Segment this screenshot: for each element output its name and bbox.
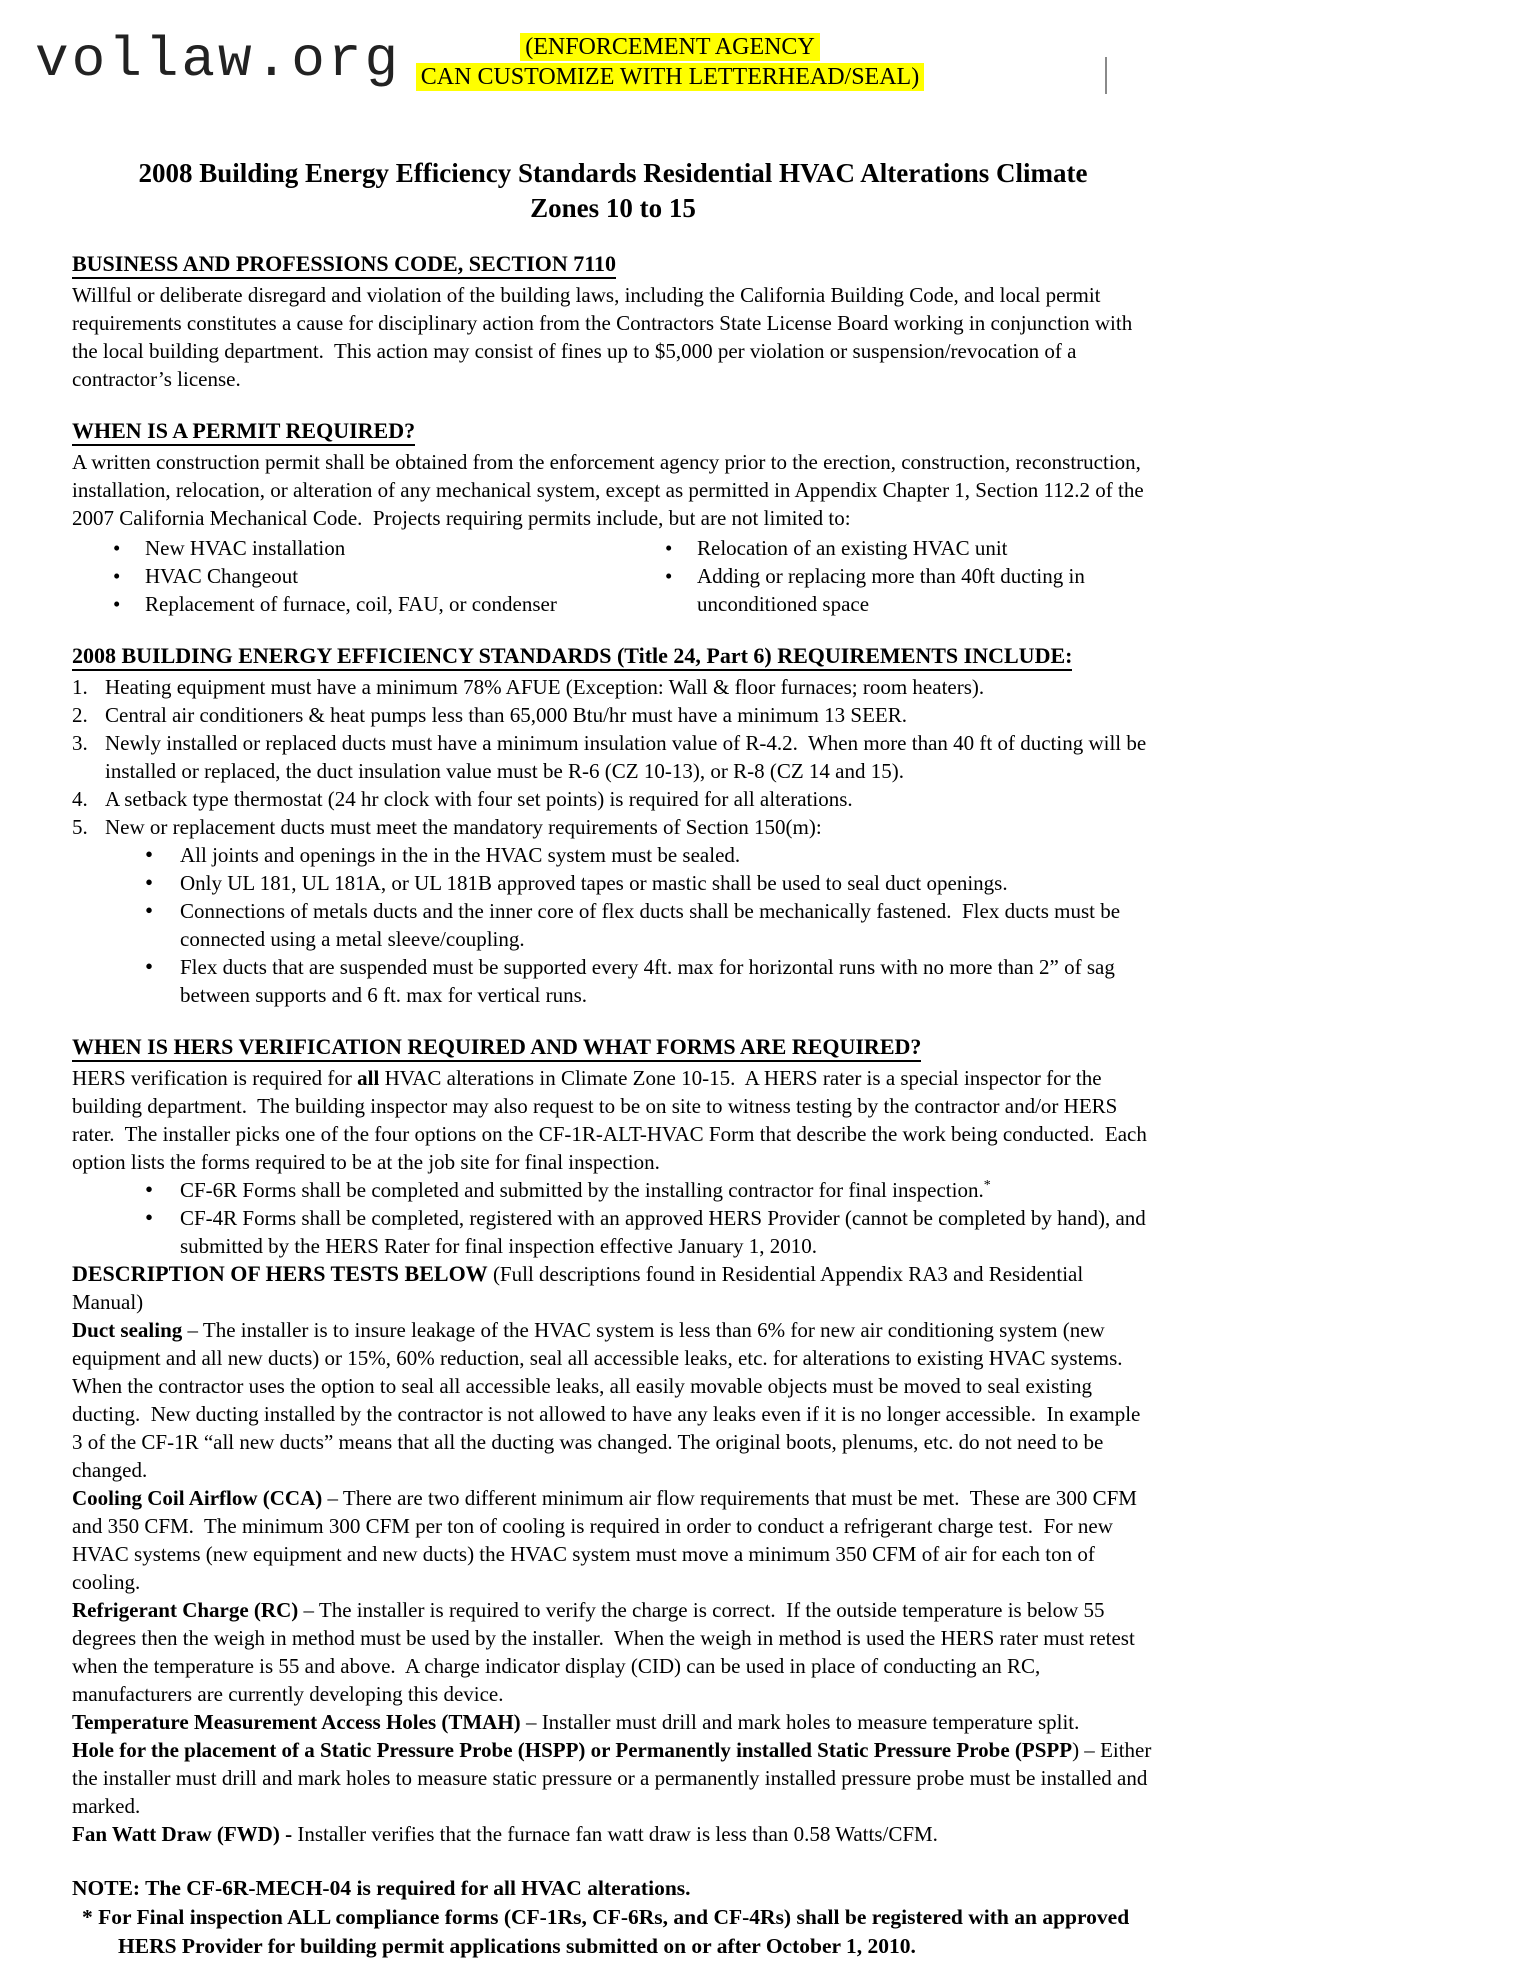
- test-duct-sealing: Duct sealing – The installer is to insure leakage of the HVAC system is less than 6% for new air conditioning system (new equipment and all new ducts) or 15%, 60% reduction, seal all accessible leaks, etc. for alterations to existing HVAC systems. When the contractor uses the option to seal all accessible leaks, all easily movable objects must be moved to seal existing ducting. New ducting installed by the contractor is not allowed to have any leaks even if it is no longer accessible. In example 3 of the CF-1R “all new ducts” means that all the ducting was changed. The original boots, plenums, etc. do not need to be changed.: [72, 1318, 1146, 1482]
- list-item: • Connections of metals ducts and the inner core of flex ducts shall be mechanically fastened. Flex ducts must be connected using a metal sleeve/coupling.: [72, 897, 1154, 953]
- page-title-line1: 2008 Building Energy Efficiency Standards Residential HVAC Alterations Climate: [138, 158, 1088, 188]
- list-item: • CF-4R Forms shall be completed, registered with an approved HERS Provider (cannot be completed by hand), and submitted by the HERS Rater for final inspection effective January 1, 2010.: [72, 1204, 1154, 1260]
- document-content: [72, 156, 1157, 1961]
- list-item: • New HVAC installation: [72, 534, 624, 562]
- note-block: [72, 1874, 1154, 1961]
- page-title-line2: Zones 10 to 15: [530, 193, 696, 223]
- note-asterisk-line: * For Final inspection ALL compliance forms (CF-1Rs, CF-6Rs, and CF-4Rs) shall be registered with an approved HERS Provider for building permit applications submitted on or after October 1, 2010.: [82, 1905, 1135, 1958]
- customize-note: [390, 32, 950, 92]
- permit-bullets-left: [72, 534, 624, 618]
- scan-artifact-line: [1105, 57, 1107, 94]
- standards-sub-bullets: [72, 841, 1154, 1009]
- list-item: • CF-6R Forms shall be completed and submitted by the installing contractor for final inspection.*: [72, 1176, 1154, 1204]
- section-heading-hers: WHEN IS HERS VERIFICATION REQUIRED AND WHAT FORMS ARE REQUIRED?: [72, 1033, 1154, 1061]
- customize-note-line1: (ENFORCEMENT AGENCY: [520, 33, 820, 61]
- list-item: • HVAC Changeout: [72, 562, 624, 590]
- list-item: • Only UL 181, UL 181A, or UL 181B approved tapes or mastic shall be used to seal duct openings.: [72, 869, 1154, 897]
- test-fan-watt-draw: Fan Watt Draw (FWD) - Installer verifies that the furnace fan watt draw is less than 0.58 Watts/CFM.: [72, 1822, 938, 1846]
- descriptions-heading: DESCRIPTION OF HERS TESTS BELOW (Full descriptions found in Residential Appendix RA3 and Residential Manual): [72, 1261, 1089, 1314]
- hers-forms-bullets: [72, 1176, 1154, 1260]
- test-refrigerant-charge: Refrigerant Charge (RC) – The installer is required to verify the charge is correct. If the outside temperature is below 55 degrees then the weigh in method must be used by the installer. When the weigh in method is used the HERS rater must retest when the temperature is 55 and above. A charge indicator display (CID) can be used in place of conducting an RC, manufacturers are currently developing this device.: [72, 1598, 1141, 1706]
- list-item: New or replacement ducts must meet the mandatory requirements of Section 150(m):: [105, 815, 822, 839]
- list-item: A setback type thermostat (24 hr clock with four set points) is required for all alterations.: [105, 787, 853, 811]
- paragraph-bp-code: Willful or deliberate disregard and violation of the building laws, including the California Building Code, and local permit requirements constitutes a cause for disciplinary action from the Contractors State License Board working in conjunction with the local building department. This action may consist of fines up to $5,000 per violation or suspension/revocation of a contractor’s license.: [72, 283, 1138, 391]
- note-line: NOTE: The CF-6R-MECH-04 is required for all HVAC alterations.: [72, 1876, 691, 1900]
- paragraph-permit-intro: A written construction permit shall be obtained from the enforcement agency prior to the erection, construction, reconstruction, installation, relocation, or alteration of any mechanical system, except as permitted in Appendix Chapter 1, Section 112.2 of the 2007 California Mechanical Code. Projects requiring permits include, but are not limited to:: [72, 450, 1149, 530]
- customize-note-line2: CAN CUSTOMIZE WITH LETTERHEAD/SEAL): [416, 63, 924, 91]
- test-hspp-pspp: Hole for the placement of a Static Pressure Probe (HSPP) or Permanently installed Static Pressure Probe (PSPP) – Either the installer must drill and mark holes to measure static pressure or a permanently installed pressure probe must be installed and marked.: [72, 1738, 1157, 1818]
- list-item: Heating equipment must have a minimum 78% AFUE (Exception: Wall & floor furnaces; room heaters).: [105, 675, 985, 699]
- permit-bullets-right: [624, 534, 1154, 618]
- list-item: • Flex ducts that are suspended must be supported every 4ft. max for horizontal runs with no more than 2” of sag between supports and 6 ft. max for vertical runs.: [72, 953, 1154, 1009]
- site-logo: vollaw.org: [35, 28, 402, 92]
- standards-list: [72, 673, 1154, 841]
- list-item: Central air conditioners & heat pumps less than 65,000 Btu/hr must have a minimum 13 SEER.: [105, 703, 907, 727]
- test-tmah: Temperature Measurement Access Holes (TMAH) – Installer must drill and mark holes to measure temperature split.: [72, 1710, 1080, 1734]
- page-title: [72, 156, 1154, 226]
- list-item: • Adding or replacing more than 40ft ducting in unconditioned space: [624, 562, 1154, 618]
- footnote-asterisk: *: [983, 1178, 991, 1193]
- document-header: [35, 0, 1518, 150]
- section-heading-permit: WHEN IS A PERMIT REQUIRED?: [72, 417, 1154, 445]
- test-cooling-coil-airflow: Cooling Coil Airflow (CCA) – There are two different minimum air flow requirements that must be met. These are 300 CFM and 350 CFM. The minimum 300 CFM per ton of cooling is required in order to conduct a refrigerant charge test. For new HVAC systems (new equipment and new ducts) the HVAC system must move a minimum 350 CFM of air for each ton of cooling.: [72, 1486, 1143, 1594]
- list-item: • Replacement of furnace, coil, FAU, or condenser: [72, 590, 624, 618]
- bold-all: all: [357, 1066, 380, 1090]
- list-item: Newly installed or replaced ducts must have a minimum insulation value of R-4.2. When more than 40 ft of ducting will be installed or replaced, the duct insulation value must be R-6 (CZ 10-13), or R-8 (CZ 14 and 15).: [105, 731, 1152, 783]
- section-heading-bp-code: BUSINESS AND PROFESSIONS CODE, SECTION 7110: [72, 250, 1154, 278]
- section-heading-standards: 2008 BUILDING ENERGY EFFICIENCY STANDARDS (Title 24, Part 6) REQUIREMENTS INCLUDE:: [72, 642, 1154, 670]
- paragraph-hers-intro: HERS verification is required for all HVAC alterations in Climate Zone 10-15. A HERS rater is a special inspector for the building department. The building inspector may also request to be on site to witness testing by the contractor and/or HERS rater. The installer picks one of the four options on the CF-1R-ALT-HVAC Form that describe the work being conducted. Each option lists the forms required to be at the job site for final inspection.: [72, 1066, 1153, 1174]
- permit-bullet-columns: [72, 534, 1154, 618]
- list-item: • Relocation of an existing HVAC unit: [624, 534, 1154, 562]
- list-item: • All joints and openings in the in the HVAC system must be sealed.: [72, 841, 1154, 869]
